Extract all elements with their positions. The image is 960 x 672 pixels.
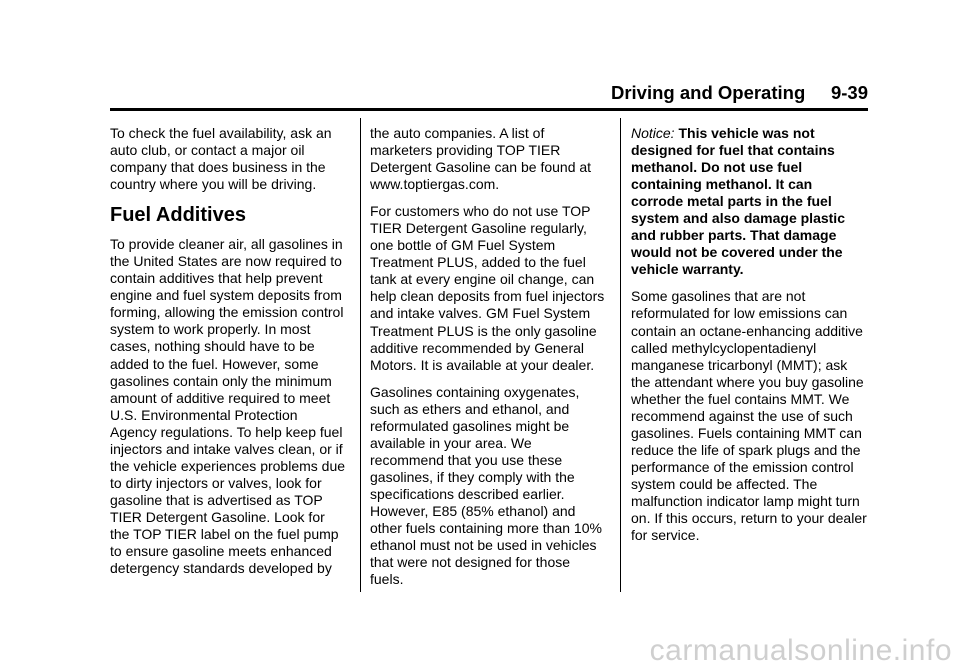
page-header [110,82,868,111]
watermark: carmanualsonline.info [649,634,952,667]
notice-block [631,125,867,278]
page-number: 9-39 [830,82,868,103]
header-title [611,82,868,104]
oxygenates-paragraph: Gasolines containing oxygenates, such as ethers and ethanol, and reformulated gasolines might be available in your area. We recommend that you use these gasolines, if they comply with the specifications described earlier. However, E85 (85% ethanol) and other fuels containing more than 10% ethanol must not be used in vehicles that were not designed for those fuels. [370,383,602,588]
section-heading: Fuel Additives [110,204,246,227]
mmt-paragraph: Some gasolines that are not reformulated for low emissions can contain an octane-enhancing additive called methylcyclopentadienyl manganese tricarbonyl (MMT); ask the attendant where you buy gasoline whether the fuel contains MMT. We recommend against the use of such gasolines. Fuels containing MMT can reduce the life of spark plugs and the performance of the emission control system could be affected. The malfunction indicator lamp might turn on. If this occurs, return to your dealer for service. [631,288,867,544]
column-1 [110,125,346,587]
additives-paragraph: To provide cleaner air, all gasolines in the United States are now required to contain additives that help prevent engine and fuel system deposits from forming, allowing the emission control system to work properly. In most cases, nothing should have to be added to the fuel. However, some gasolines contain only the minimum amount of additive required to meet U.S. Environmental Protection Agency regulations. To help keep fuel injectors and intake valves clean, or if the vehicle experiences problems due to dirty injectors or valves, look for gasoline that is advertised as TOP TIER Detergent Gasoline. Look for the TOP TIER label on the fuel pump to ensure gasoline meets enhanced detergency standards developed by [110,236,346,577]
column-divider [360,118,361,592]
intro-paragraph: To check the fuel availability, ask an auto club, or contact a major oil company that does business in the country where you will be driving. [110,125,332,193]
column-divider [620,118,621,592]
section-title: Driving and Operating [610,82,806,103]
fuel-treatment-paragraph: For customers who do not use TOP TIER Detergent Gasoline regularly, one bottle of GM Fuel System Treatment PLUS, added to the fuel tank at every engine oil change, can help clean deposits from fuel injectors and intake valves. GM Fuel System Treatment PLUS is the only gasoline additive recommended by General Motors. It is available at your dealer. [370,203,605,373]
column-3 [631,125,867,554]
notice-text: This vehicle was not designed for fuel that contains methanol. Do not use fuel containing methanol. It can corrode metal parts in the fuel system and also damage plastic and rubber parts. That damage would not be covered under the vehicle warranty. [631,125,845,278]
notice-label: Notice: [631,125,675,141]
column-2 [370,125,606,598]
toptier-list-paragraph: the auto companies. A list of marketers providing TOP TIER Detergent Gasoline can be found at www.toptiergas.com. [370,125,592,193]
